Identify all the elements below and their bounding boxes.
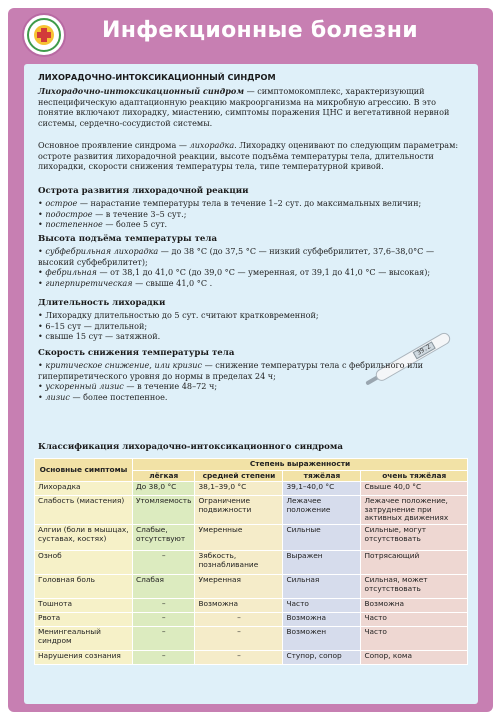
duration-title: Длительность лихорадки bbox=[38, 298, 166, 308]
severity-cell: – bbox=[195, 612, 283, 626]
decline-list bbox=[38, 360, 466, 402]
level-header: очень тяжёлая bbox=[361, 470, 468, 482]
list-item: • гиперпиретическая — свыше 41,0 °C . bbox=[38, 277, 213, 288]
decline-title: Скорость снижения температуры тела bbox=[38, 348, 235, 358]
severity-cell: Умеренная bbox=[195, 574, 283, 598]
symptom-cell: Озноб bbox=[35, 550, 133, 574]
symptom-cell: Слабость (миастения) bbox=[35, 496, 133, 525]
severity-cell: – bbox=[133, 598, 195, 612]
list-item: • острое — нарастание температуры тела в течение 1–2 сут. до максимальных величин; bbox=[38, 198, 422, 208]
intro-fever-term: лихорадка bbox=[189, 140, 235, 150]
severity-cell: Потрясающий bbox=[361, 550, 468, 574]
symptom-cell: Лихорадка bbox=[35, 482, 133, 496]
height-title: Высота подъёма температуры тела bbox=[38, 234, 218, 244]
severity-cell: Возможен bbox=[283, 626, 361, 650]
table-row bbox=[35, 482, 468, 496]
section-heading: ЛИХОРАДОЧНО-ИНТОКСИКАЦИОННЫЙ СИНДРОМ bbox=[38, 72, 276, 82]
acuity-title: Острота развития лихорадочной реакции bbox=[38, 186, 249, 196]
severity-cell: – bbox=[133, 650, 195, 664]
severity-cell: – bbox=[195, 650, 283, 664]
symptom-cell: Головная боль bbox=[35, 574, 133, 598]
acuity-list bbox=[38, 198, 466, 230]
severity-cell: Часто bbox=[361, 626, 468, 650]
severity-cell: Возможна bbox=[361, 598, 468, 612]
severity-cell: Зябкость, познабливание bbox=[195, 550, 283, 574]
list-item: • лизис — более постепенное. bbox=[38, 391, 168, 402]
severity-cell: Ступор, сопор bbox=[283, 650, 361, 664]
table-caption: Классификация лихорадочно-интоксикационного синдрома bbox=[38, 442, 343, 452]
list-item: • свыше 15 сут — затяжной. bbox=[38, 331, 161, 342]
list-item: • подострое — в течение 3–5 сут.; bbox=[38, 208, 187, 219]
severity-cell: Лежачее положение, затруднение при активных движениях bbox=[361, 496, 468, 525]
severity-cell: Слабые, отсутствуют bbox=[133, 524, 195, 550]
severity-cell: Ограничение подвижности bbox=[195, 496, 283, 525]
level-header: лёгкая bbox=[133, 470, 195, 482]
severity-cell: Умеренные bbox=[195, 524, 283, 550]
page-title: Инфекционные болезни bbox=[102, 18, 418, 43]
severity-cell: 39,1–40,0 °C bbox=[283, 482, 361, 496]
list-item: • Лихорадку длительностью до 5 сут. считают кратковременной; bbox=[38, 310, 319, 320]
intro-text: — симптомокомплекс, характеризующий неспецифическую адаптационную реакцию макроорганизма на микробную агрессию. В это понятие включают лихорадку, миастению, симптомы поражения ЦНС и вегетативной нервной системы, сердечно-сосудистой системы. bbox=[38, 86, 450, 128]
severity-cell: Часто bbox=[361, 612, 468, 626]
list-item: • постепенное — более 5 сут. bbox=[38, 219, 168, 230]
severity-cell: 38,1–39,0 °C bbox=[195, 482, 283, 496]
symptom-cell: Алгии (боли в мышцах, суставах, костях) bbox=[35, 524, 133, 550]
severity-cell: Выражен bbox=[283, 550, 361, 574]
severity-cell: Сопор, кома bbox=[361, 650, 468, 664]
content-panel bbox=[24, 64, 478, 704]
table-body bbox=[35, 482, 468, 665]
symptom-cell: Нарушения сознания bbox=[35, 650, 133, 664]
severity-cell: Утомляемость bbox=[133, 496, 195, 525]
height-list bbox=[38, 246, 466, 288]
severity-cell: До 38,0 °C bbox=[133, 482, 195, 496]
symptom-cell: Менингеальный синдром bbox=[35, 626, 133, 650]
severity-cell: – bbox=[195, 626, 283, 650]
severity-header: Степень выраженности bbox=[133, 459, 468, 471]
poster bbox=[8, 8, 493, 712]
intro-paragraph bbox=[38, 86, 466, 128]
intro-text-2a: Основное проявление синдрома — bbox=[38, 140, 190, 150]
level-header: тяжёлая bbox=[283, 470, 361, 482]
table-row bbox=[35, 650, 468, 664]
table-row bbox=[35, 574, 468, 598]
list-item: • 6–15 сут — длительной; bbox=[38, 320, 148, 331]
level-header: средней степени bbox=[195, 470, 283, 482]
severity-cell: – bbox=[133, 612, 195, 626]
severity-cell: – bbox=[133, 626, 195, 650]
classification-table bbox=[34, 458, 468, 665]
severity-cell: Часто bbox=[283, 598, 361, 612]
logo-icon bbox=[22, 13, 66, 57]
list-item: • критическое снижение, или кризис — снижение температуры тела с фебрильного или гиперпиретического уровня до нормы в пределах 24 ч; bbox=[38, 360, 424, 381]
list-item: • ускоренный лизис — в течение 48–72 ч; bbox=[38, 381, 218, 392]
symptom-cell: Тошнота bbox=[35, 598, 133, 612]
severity-cell: Сильные, могут отсутствовать bbox=[361, 524, 468, 550]
symptom-cell: Рвота bbox=[35, 612, 133, 626]
severity-cell: Сильная, может отсутствовать bbox=[361, 574, 468, 598]
intro-paragraph-2 bbox=[38, 140, 466, 172]
severity-cell: Слабая bbox=[133, 574, 195, 598]
list-item: • субфебрильная лихорадка — до 38 °C (до 37,5 °C — низкий субфебрилитет, 37,6–38,0°C — высокий субфебрилитет); bbox=[38, 246, 435, 267]
table-row bbox=[35, 524, 468, 550]
header bbox=[8, 8, 493, 60]
table-row bbox=[35, 626, 468, 650]
severity-cell: Свыше 40,0 °C bbox=[361, 482, 468, 496]
symptoms-header: Основные симптомы bbox=[35, 459, 133, 482]
severity-cell: Сильная bbox=[283, 574, 361, 598]
intro-term: Лихорадочно-интоксикационный синдром bbox=[38, 86, 245, 96]
table-row bbox=[35, 612, 468, 626]
severity-cell: – bbox=[133, 550, 195, 574]
severity-cell: Сильные bbox=[283, 524, 361, 550]
severity-cell: Лежачее положение bbox=[283, 496, 361, 525]
list-item: • фебрильная — от 38,1 до 41,0 °C (до 39,0 °C — умеренная, от 39,1 до 41,0 °C — высокая); bbox=[38, 267, 431, 278]
thermometer-display: 39.2 bbox=[413, 341, 436, 359]
table-row bbox=[35, 496, 468, 525]
table-row bbox=[35, 598, 468, 612]
severity-cell: Возможна bbox=[283, 612, 361, 626]
intro-text-2b: . Лихорадку оценивают по следующим параметрам: остроте развития лихорадочной реакции, высоте подъёма температуры тела, длительности лихорадки, скорости снижения температуры тела, типе температурной кривой. bbox=[38, 140, 459, 172]
severity-cell: Возможна bbox=[195, 598, 283, 612]
table-row bbox=[35, 550, 468, 574]
duration-list bbox=[38, 310, 338, 342]
